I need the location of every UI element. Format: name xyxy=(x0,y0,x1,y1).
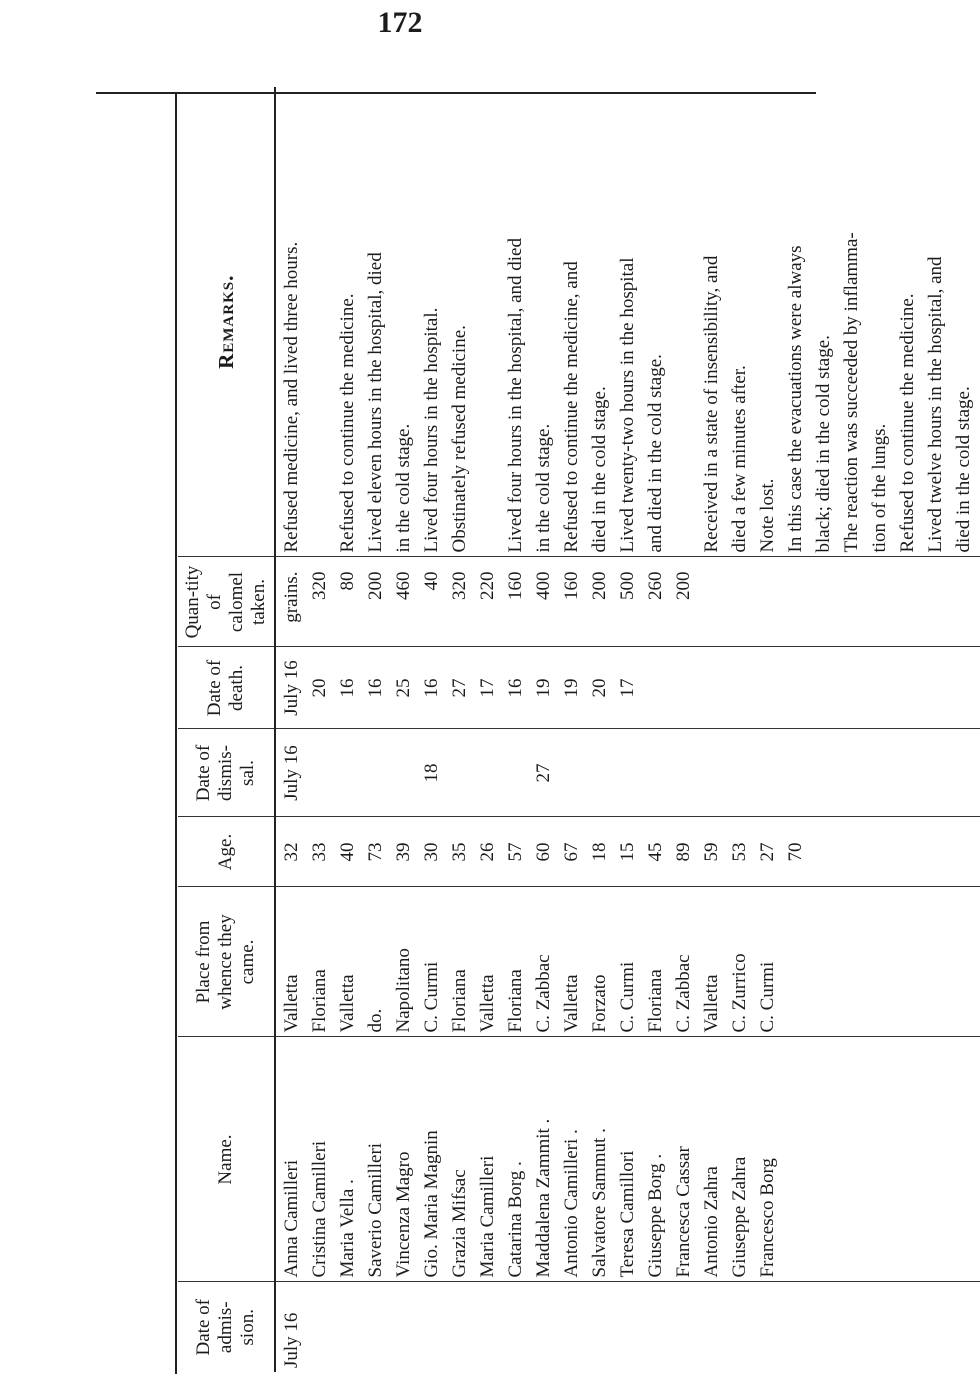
remark-line xyxy=(670,91,698,553)
remark-line: died in the cold stage. xyxy=(953,386,974,553)
admission-column xyxy=(275,1282,980,1372)
header-name: Name. xyxy=(178,1037,275,1282)
calomel-quantity: 320 xyxy=(309,571,330,600)
remark-line: Refused medicine, and lived three hours. xyxy=(281,241,302,553)
patient-age: 15 xyxy=(617,842,638,862)
death-date: 16 xyxy=(365,678,386,698)
patient-name: Teresa Camillori xyxy=(617,1150,638,1278)
place-of-origin: C. Curmi xyxy=(421,961,442,1033)
place-of-origin: C. Zabbac xyxy=(533,954,554,1033)
table-left-rule xyxy=(175,92,177,1374)
death-date: 17 xyxy=(477,678,498,698)
remark-line: Refused to continue the medicine. xyxy=(337,293,358,553)
remark-line: Received in a state of insensibility, and xyxy=(701,255,722,553)
calomel-quantity: 460 xyxy=(393,571,414,600)
place-of-origin: Forzato xyxy=(589,974,610,1033)
place-of-origin: Valletta xyxy=(337,974,358,1033)
remark-line: and died in the cold stage. xyxy=(645,354,666,553)
patient-age: 67 xyxy=(561,842,582,862)
calomel-quantity: 200 xyxy=(673,571,694,600)
header-row xyxy=(178,87,275,1372)
header-remarks: Remarks. xyxy=(178,87,275,557)
dismissal-date xyxy=(362,734,390,813)
death-date: 19 xyxy=(561,678,582,698)
remark-line: black; died in the cold stage. xyxy=(813,335,834,553)
place-of-origin: Napolitano xyxy=(393,948,414,1033)
dismissal-date: July 16 xyxy=(281,745,302,801)
remark-line: Refused to continue the medicine. xyxy=(897,293,918,553)
place-of-origin: Floriana xyxy=(449,969,470,1033)
header-place: Place from whence they came. xyxy=(178,887,275,1037)
calomel-quantity: 320 xyxy=(449,571,470,600)
header-death: Date of death. xyxy=(178,647,275,729)
death-date: 17 xyxy=(617,678,638,698)
patient-age: 89 xyxy=(673,842,694,862)
remark-line xyxy=(474,91,502,553)
remark-line: tion of the lungs. xyxy=(869,423,890,553)
dismissal-date xyxy=(474,734,502,813)
remark-line: died a few minutes after. xyxy=(729,365,750,553)
dismissal-date: 27 xyxy=(533,763,554,783)
place-of-origin: do. xyxy=(365,1008,386,1033)
death-date: 20 xyxy=(589,678,610,698)
place-of-origin: C. Curmi xyxy=(757,961,778,1033)
place-of-origin: Floriana xyxy=(309,969,330,1033)
patient-age: 39 xyxy=(393,842,414,862)
patient-age: 32 xyxy=(281,842,302,862)
patient-name: Antonio Camilleri . xyxy=(561,1129,582,1278)
header-dismissal: Date of dismis-sal. xyxy=(178,729,275,817)
patient-age: 59 xyxy=(701,842,722,862)
patient-age: 73 xyxy=(365,842,386,862)
calomel-quantity: 200 xyxy=(365,571,386,600)
remark-line: The reaction was succeeded by inflamma- xyxy=(841,232,862,553)
place-of-origin: Valletta xyxy=(477,974,498,1033)
rotated-table-container xyxy=(178,87,974,1372)
calomel-quantity: 40 xyxy=(421,571,442,591)
patient-name: Gio. Maria Magnin xyxy=(421,1130,442,1278)
place-column xyxy=(275,887,980,1037)
patient-name: Francesca Cassar xyxy=(673,1146,694,1278)
patient-age: 30 xyxy=(421,842,442,862)
table-body-row xyxy=(275,87,980,1372)
dismissal-date xyxy=(502,734,530,813)
remark-line xyxy=(306,91,334,553)
place-of-origin: Floriana xyxy=(505,969,526,1033)
remark-line: Lived eleven hours in the hospital, died xyxy=(365,252,386,553)
patient-name: Antonio Zahra xyxy=(701,1166,722,1278)
patient-name: Catarina Borg . xyxy=(505,1161,526,1278)
death-date: 16 xyxy=(505,678,526,698)
remark-line: in the cold stage. xyxy=(533,423,554,553)
patient-age: 40 xyxy=(337,842,358,862)
patient-name: Anna Camilleri xyxy=(281,1159,302,1278)
header-calomel: Quan-tity of calomel taken. xyxy=(178,557,275,647)
page-number: 172 xyxy=(377,6,423,39)
patient-age: 45 xyxy=(645,842,666,862)
patient-age: 60 xyxy=(533,842,554,862)
calomel-quantity: 160 xyxy=(505,571,526,600)
calomel-quantity: 400 xyxy=(533,571,554,600)
patient-name: Vincenza Magro xyxy=(393,1151,414,1278)
remark-line: Lived four hours in the hospital. xyxy=(421,307,442,553)
place-of-origin: Valletta xyxy=(701,974,722,1033)
dismissal-column xyxy=(275,729,980,817)
death-date: 27 xyxy=(449,678,470,698)
name-column xyxy=(275,1037,980,1282)
death-date: 20 xyxy=(309,678,330,698)
patient-age: 70 xyxy=(785,842,806,862)
calomel-quantity: 500 xyxy=(617,571,638,600)
remark-line: in the cold stage. xyxy=(393,423,414,553)
death-column xyxy=(275,647,980,729)
patient-ledger-table xyxy=(178,87,980,1372)
place-of-origin: Valletta xyxy=(281,974,302,1033)
patient-age: 18 xyxy=(589,842,610,862)
patient-age: 57 xyxy=(505,842,526,862)
place-of-origin: C. Zurrico xyxy=(729,953,750,1033)
remark-line: died in the cold stage. xyxy=(589,386,610,553)
dismissal-date: 18 xyxy=(421,763,442,783)
patient-name: Cristina Camilleri xyxy=(309,1140,330,1278)
patient-age: 35 xyxy=(449,842,470,862)
place-of-origin: C. Zabbac xyxy=(673,954,694,1033)
place-of-origin: Valletta xyxy=(561,974,582,1033)
calomel-quantity: 200 xyxy=(589,571,610,600)
death-date: 19 xyxy=(533,678,554,698)
patient-name: Maria Vella . xyxy=(337,1179,358,1278)
patient-age: 33 xyxy=(309,842,330,862)
dismissal-date xyxy=(446,734,474,813)
patient-name: Salvatore Sammut . xyxy=(589,1128,610,1278)
patient-name: Maddalena Zammit . xyxy=(533,1118,554,1278)
dismissal-date xyxy=(390,734,418,813)
remark-line: Note lost. xyxy=(757,478,778,553)
patient-name: Giuseppe Borg . xyxy=(645,1153,666,1278)
patient-age: 53 xyxy=(729,842,750,862)
death-date: 16 xyxy=(337,678,358,698)
death-date: 25 xyxy=(393,678,414,698)
patient-name: Maria Camilleri xyxy=(477,1155,498,1278)
patient-name: Francesco Borg xyxy=(757,1158,778,1278)
calomel-quantity: 160 xyxy=(561,571,582,600)
age-column xyxy=(275,817,980,887)
patient-age: 27 xyxy=(757,842,778,862)
remark-line: Obstinately refused medicine. xyxy=(449,325,470,553)
death-date: July 16 xyxy=(281,660,302,716)
header-age: Age. xyxy=(178,817,275,887)
remark-line: In this case the evacuations were always xyxy=(785,245,806,553)
place-of-origin: Floriana xyxy=(645,969,666,1033)
place-of-origin: C. Curmi xyxy=(617,961,638,1033)
death-date: 16 xyxy=(421,678,442,698)
calomel-quantity: 220 xyxy=(477,571,498,600)
remark-line: Lived twenty-two hours in the hospital xyxy=(617,257,638,553)
remark-line: Refused to continue the medicine, and xyxy=(561,261,582,553)
header-admission: Date of admis-sion. xyxy=(178,1282,275,1372)
calomel-quantity: 260 xyxy=(645,571,666,600)
remark-line: Lived twelve hours in the hospital, and xyxy=(925,256,946,553)
patient-name: Giuseppe Zahra xyxy=(729,1156,750,1278)
admission-date: July 16 xyxy=(281,1312,302,1368)
patient-name: Saverio Camilleri xyxy=(365,1142,386,1278)
remarks-column xyxy=(275,87,980,557)
patient-name: Grazia Mifsac xyxy=(449,1169,470,1278)
calomel-unit: grains. xyxy=(281,571,302,623)
remark-line: Lived four hours in the hospital, and died xyxy=(505,238,526,553)
dismissal-date xyxy=(306,734,334,813)
calomel-column xyxy=(275,557,980,647)
dismissal-date xyxy=(334,734,362,813)
calomel-quantity: 80 xyxy=(337,571,358,591)
patient-age: 26 xyxy=(477,842,498,862)
